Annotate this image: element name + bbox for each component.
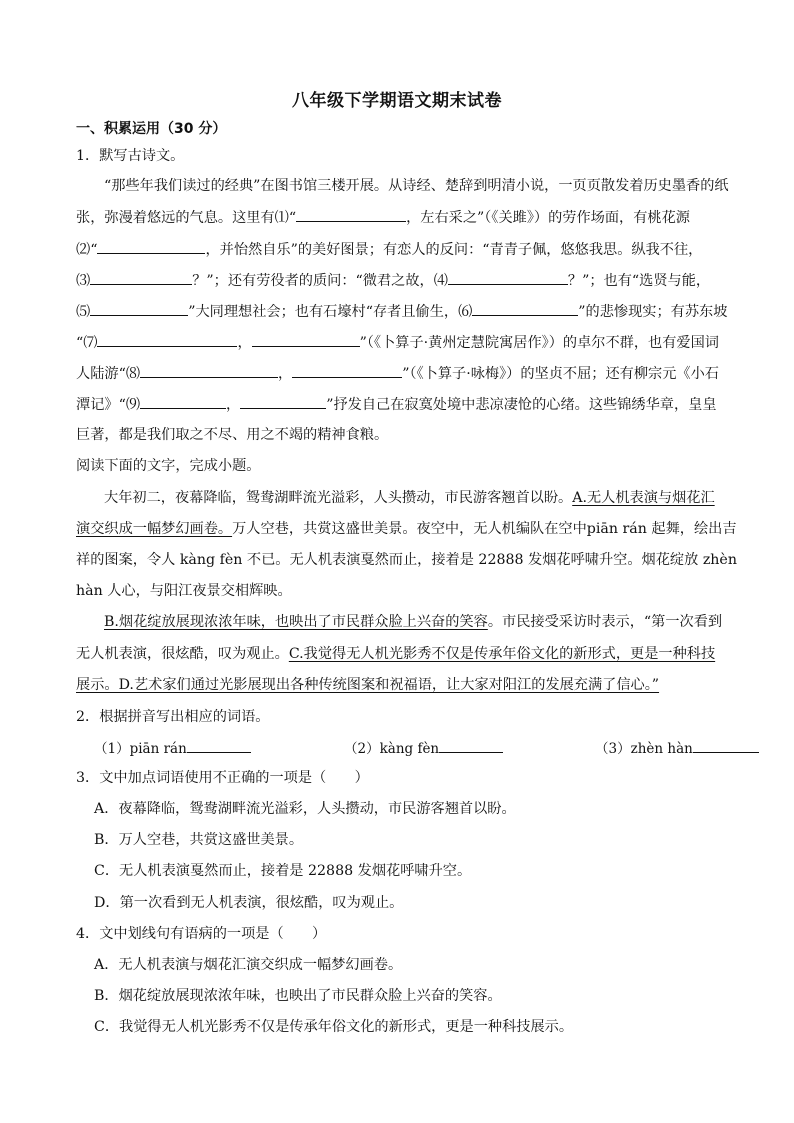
q1-line-8: 潭记》“⑼ ， ”抒发自己在寂寞处境中悲凉凄怆的心绪。这些锦绣华章，皇皇 (76, 394, 756, 415)
q4-option-a: A．无人机表演与烟花汇演交织成一幅梦幻画卷。 (94, 957, 403, 973)
underlined-sentence-a: A.无人机表演与烟花汇 (572, 490, 715, 506)
q1-line-4: ⑶ ？”；还有劳役者的质问：“微君之故，⑷ ？”；也有“选贤与能， (76, 270, 756, 291)
answer-blank-6[interactable] (472, 301, 578, 316)
q1-line-5: ⑸ ”大同理想社会；也有石壕村“存者且偷生，⑹ ”的悲惨现实；有苏东坡 (76, 301, 756, 322)
underlined-sentence-b: B.烟花绽放展现浓浓年味，也映出了市民群众脸上兴奋的笑容 (104, 614, 488, 630)
question-4-heading: 4．文中划线句有语病的一项是（ ） (76, 926, 327, 942)
underlined-sentence-c: C.我觉得无人机光影秀不仅是传承年俗文化的新形式，更是一种科技 (288, 646, 716, 662)
answer-blank-7b[interactable] (252, 332, 360, 347)
q1-line-2: 张，弥漫着悠远的气息。这里有⑴“ ，左右采之”（《关雎》）的劳作场面，有桃花源 (76, 207, 756, 228)
passage-p1-line-1: 大年初二，夜幕降临，鸳鸯湖畔流光溢彩，人头攒动，市民游客翘首以盼。A.无人机表演与烟花汇 (104, 490, 715, 506)
passage-p1-line-2: 演交织成一幅梦幻画卷。万人空巷，共赏这盛世美景。夜空中，无人机编队在空中piān rán 起舞，绘出吉 (76, 521, 737, 537)
question-2-heading: 2．根据拼音写出相应的词语。 (76, 709, 270, 725)
pinyin-answer-blank-3[interactable] (693, 738, 759, 753)
answer-blank-8a[interactable] (140, 363, 278, 378)
pinyin-item-1: （1）piān rán (94, 737, 251, 757)
q1-line-6: “⑺ ， ”（《卜算子·黄州定慧院寓居作》）的卓尔不群，也有爱国词 (76, 332, 756, 353)
q4-option-c: C．我觉得无人机光影秀不仅是传承年俗文化的新形式，更是一种科技展示。 (94, 1019, 574, 1035)
passage-p1-line-3: 祥的图案，令人 kàng fèn 不已。无人机表演戛然而止，接着是 22888 发烟花呼啸升空。烟花绽放 zhèn (76, 552, 737, 568)
pinyin-item-3: （3）zhèn hàn (595, 737, 759, 757)
passage-p2-line-3: 展示。D.艺术家们通过光影展现出各种传统图案和祝福语，让大家对阳江的发展充满了信心。” (76, 677, 660, 693)
answer-blank-1[interactable] (296, 207, 406, 222)
q3-option-c: C．无人机表演戛然而止，接着是 22888 发烟花呼啸升空。 (94, 863, 472, 879)
answer-blank-3[interactable] (90, 270, 192, 285)
q1-line-7: 人陆游“⑻ ， ”（《卜算子·咏梅》）的坚贞不屈；还有柳宗元《小石 (76, 363, 756, 384)
pinyin-answer-blank-2[interactable] (439, 738, 503, 753)
answer-blank-2[interactable] (97, 239, 205, 254)
q1-line-9: 巨著，都是我们取之不尽、用之不竭的精神食粮。 (76, 427, 389, 443)
passage-p2-line-2: 无人机表演，很炫酷，叹为观止。C.我觉得无人机光影秀不仅是传承年俗文化的新形式，更是一种科技 (76, 646, 716, 662)
pinyin-answer-blank-1[interactable] (187, 738, 251, 753)
passage-p2-line-1: B.烟花绽放展现浓浓年味，也映出了市民群众脸上兴奋的笑容。市民接受采访时表示，“第一次看到 (104, 614, 723, 630)
q1-line-3: ⑵“ ，并怡然自乐”的美好图景；有恋人的反问：“青青子佩，悠悠我思。纵我不往， (76, 239, 756, 260)
answer-blank-5[interactable] (90, 301, 188, 316)
answer-blank-9b[interactable] (240, 394, 326, 409)
q1-line-1: “那些年我们读过的经典”在图书馆三楼开展。从诗经、楚辞到明清小说，一页页散发着历史墨香的纸 (104, 178, 729, 194)
answer-blank-8b[interactable] (292, 363, 402, 378)
answer-blank-9a[interactable] (140, 394, 226, 409)
reading-instruction: 阅读下面的文字，完成小题。 (76, 458, 261, 474)
question-3-heading: 3．文中加点词语使用不正确的一项是（ ） (76, 770, 369, 786)
q3-option-b: B．万人空巷，共赏这盛世美景。 (94, 832, 304, 848)
q3-option-a: A．夜幕降临，鸳鸯湖畔流光溢彩，人头攒动，市民游客翘首以盼。 (94, 801, 516, 817)
answer-blank-4[interactable] (448, 270, 568, 285)
answer-blank-7a[interactable] (97, 332, 237, 347)
question-1-heading: 1．默写古诗文。 (76, 148, 185, 164)
pinyin-item-2: （2）kàng fèn (344, 737, 503, 757)
q4-option-b: B．烟花绽放展现浓浓年味，也映出了市民群众脸上兴奋的笑容。 (94, 988, 502, 1004)
section-heading: 一、积累运用（30 分） (76, 121, 227, 137)
passage-p1-line-4: hàn 人心，与阳江夜景交相辉映。 (76, 583, 292, 599)
page-title: 八年级下学期语文期末试卷 (292, 91, 502, 111)
q3-option-d: D．第一次看到无人机表演，很炫酷，叹为观止。 (94, 895, 404, 911)
